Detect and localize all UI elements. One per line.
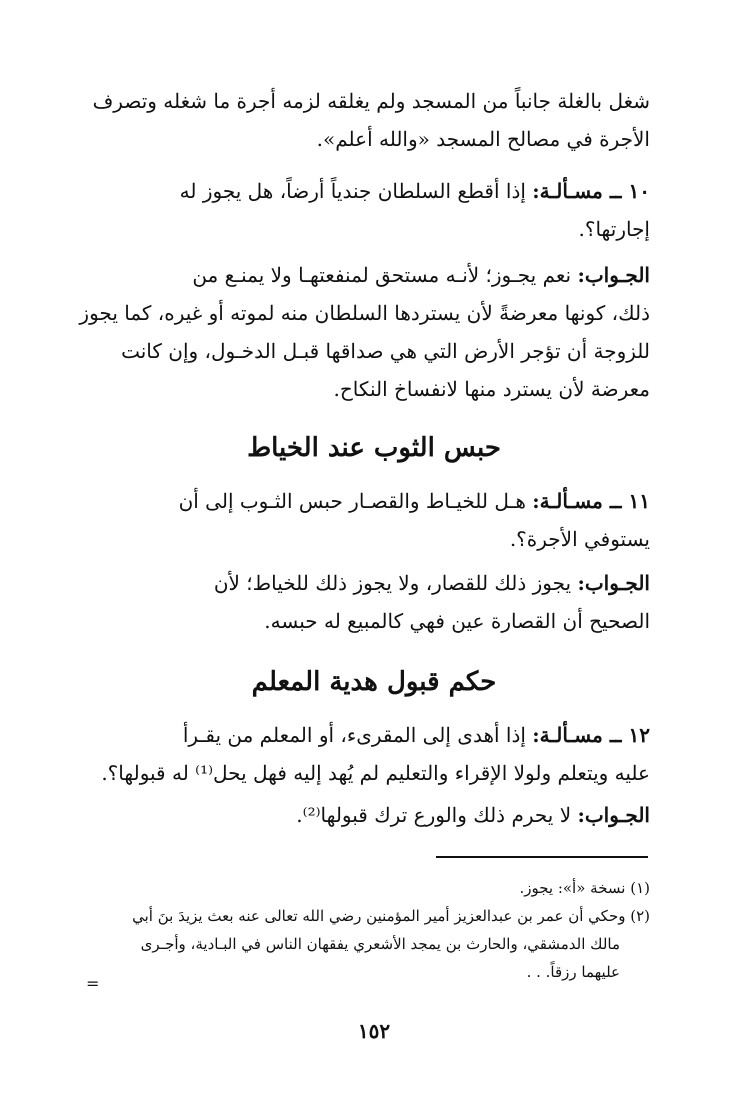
answer-12-label: الجـواب:	[577, 803, 650, 827]
question-12	[90, 716, 650, 792]
intro-line-1: شغل بالغلة جانباً من المسجد ولم يغلقه لزمه أجرة ما شغله وتصرف	[92, 89, 650, 113]
question-10-line-2: إجارتها؟.	[578, 217, 650, 241]
question-12-label: ١٢ ــ مسـألـة:	[532, 723, 650, 747]
question-10	[90, 172, 650, 248]
answer-10-line-1	[90, 256, 650, 294]
answer-12	[90, 796, 650, 834]
question-10-line-1	[90, 172, 650, 210]
question-11-text-1: هـل للخيـاط والقصـار حبس الثـوب إلى أن	[178, 489, 526, 513]
intro-line-2: الأجرة في مصالح المسجد «والله أعلم».	[316, 127, 650, 151]
answer-11	[90, 564, 650, 640]
answer-10-line-3: للزوجة أن تؤجر الأرض التي هي صداقها قبـل الدخـول، وإن كانت	[121, 339, 650, 363]
answer-10-line-4: معرضة لأن يسترد منها لانفساخ النكاح.	[333, 377, 650, 401]
question-12-line-2: عليه ويتعلم ولولا الإقراء والتعليم لم يُهد إليه فهل يحل⁽¹⁾ له قبولها؟.	[101, 761, 650, 785]
answer-11-line-1	[90, 564, 650, 602]
footnote-continuation-mark: =	[86, 974, 100, 993]
question-11	[90, 482, 650, 558]
section-heading-tailor: حبس الثوب عند الخياط	[247, 433, 501, 463]
question-12-text-1: إذا أهدى إلى المقرىء، أو المعلم من يقـرأ	[182, 723, 526, 747]
footnote-2-line-2: مالك الدمشقي، والحارث بن يمجد الأشعري يفقهان الناس في البـادية، وأجـرى	[140, 935, 620, 953]
answer-10-label: الجـواب:	[577, 263, 650, 287]
section-heading-teacher-gift: حكم قبول هدية المعلم	[251, 667, 497, 697]
answer-10-text-1: نعم يجـوز؛ لأنـه مستحق لمنفعتهـا ولا يمنـع من	[192, 263, 572, 287]
intro-paragraph	[90, 82, 650, 158]
answer-11-text-1: يجوز ذلك للقصار، ولا يجوز ذلك للخياط؛ لأن	[213, 571, 572, 595]
answer-11-line-2: الصحيح أن القصارة عين فهي كالمبيع له حبسه.	[264, 609, 650, 633]
answer-10	[79, 256, 650, 408]
question-12-line-1	[90, 716, 650, 754]
question-11-label: ١١ ــ مسـألـة:	[532, 489, 650, 513]
answer-10-line-2: ذلك، كونها معرضةً لأن يستردها السلطان منه لموته أو غيره، كما يجوز	[79, 301, 650, 325]
answer-11-label: الجـواب:	[577, 571, 650, 595]
footnote-2-line-1: (٢) وحكي أن عمر بن عبدالعزيز أمير المؤمنين رضي الله تعالى عنه بعث يزيدَ بنَ أبي	[132, 907, 650, 925]
question-11-line-1	[90, 482, 650, 520]
footnote-1: (١) نسخة «أ»: يجوز.	[519, 879, 650, 897]
page-number: ١٥٢	[357, 1019, 391, 1043]
question-11-line-2: يستوفي الأجرة؟.	[509, 527, 650, 551]
answer-12-text-1: لا يحرم ذلك والورع ترك قبولها⁽²⁾.	[296, 803, 572, 827]
footnote-separator	[436, 856, 648, 858]
footnotes	[90, 874, 650, 986]
footnote-2-line-3: عليهما رزقاً. . .	[526, 963, 620, 981]
question-10-label: ١٠ ــ مسـألـة:	[532, 179, 650, 203]
answer-12-line-1	[90, 796, 650, 834]
question-10-text-1: إذا أقطع السلطان جندياً أرضاً، هل يجوز له	[179, 179, 526, 203]
